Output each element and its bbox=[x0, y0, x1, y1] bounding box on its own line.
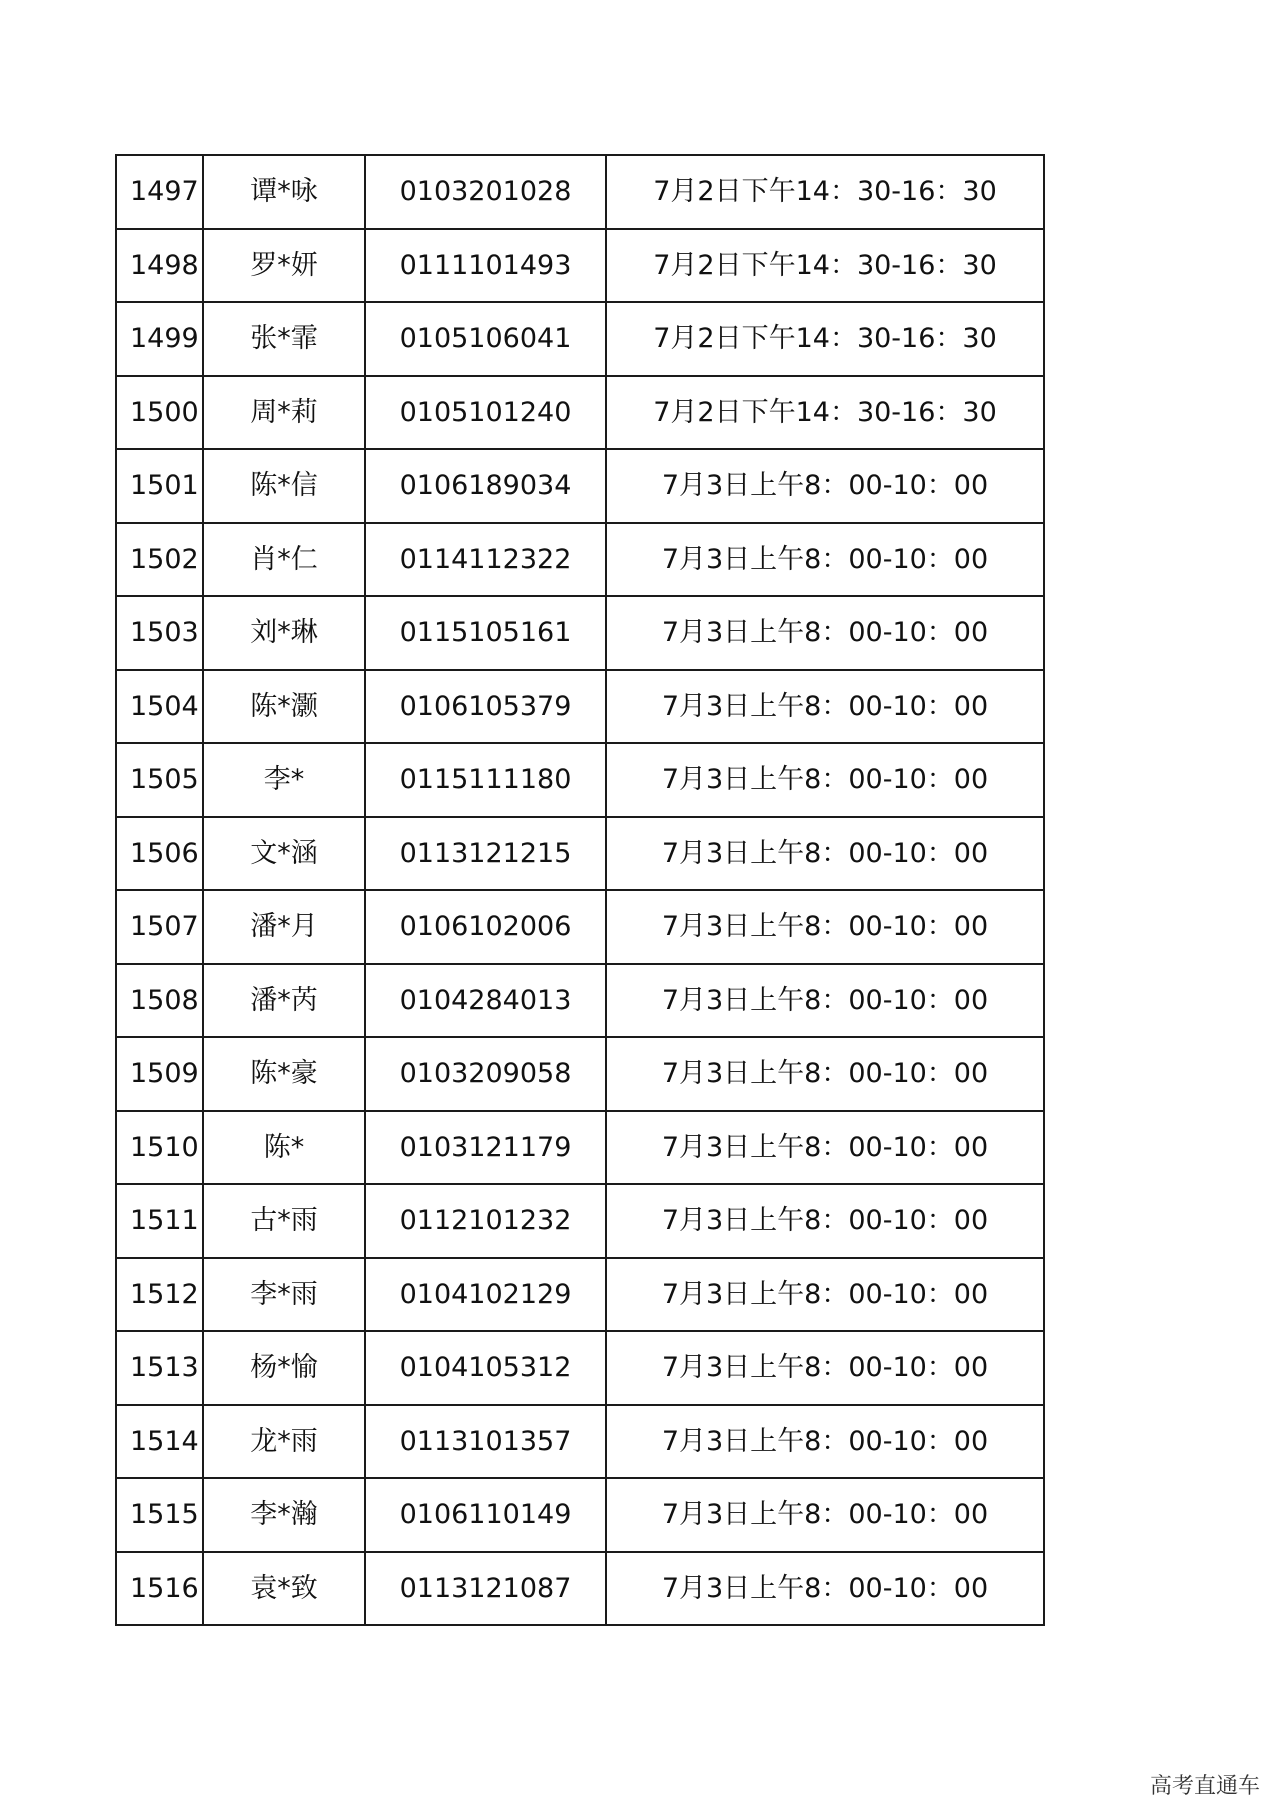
id-cell: 0115111180 bbox=[365, 743, 606, 817]
name-cell: 罗*妍 bbox=[203, 229, 365, 303]
roster-table-body bbox=[116, 155, 1044, 1625]
id-cell: 0105101240 bbox=[365, 376, 606, 450]
name-cell: 杨*愉 bbox=[203, 1331, 365, 1405]
name-cell: 陈*灏 bbox=[203, 670, 365, 744]
roster-table bbox=[115, 154, 1045, 1626]
row-number-cell: 1511 bbox=[116, 1184, 203, 1258]
table-row bbox=[116, 1037, 1044, 1111]
row-number-cell: 1501 bbox=[116, 449, 203, 523]
id-cell: 0105106041 bbox=[365, 302, 606, 376]
table-row bbox=[116, 155, 1044, 229]
row-number-cell: 1513 bbox=[116, 1331, 203, 1405]
time-cell: 7月3日上午8：00-10：00 bbox=[606, 1331, 1044, 1405]
id-cell: 0106189034 bbox=[365, 449, 606, 523]
time-cell: 7月3日上午8：00-10：00 bbox=[606, 1111, 1044, 1185]
name-cell: 陈*豪 bbox=[203, 1037, 365, 1111]
name-cell: 陈* bbox=[203, 1111, 365, 1185]
table-row bbox=[116, 1478, 1044, 1552]
table-row bbox=[116, 302, 1044, 376]
table-row bbox=[116, 1405, 1044, 1479]
row-number-cell: 1506 bbox=[116, 817, 203, 891]
name-cell: 龙*雨 bbox=[203, 1405, 365, 1479]
table-row bbox=[116, 449, 1044, 523]
row-number-cell: 1516 bbox=[116, 1552, 203, 1626]
name-cell: 文*涵 bbox=[203, 817, 365, 891]
table-row bbox=[116, 964, 1044, 1038]
id-cell: 0106102006 bbox=[365, 890, 606, 964]
row-number-cell: 1499 bbox=[116, 302, 203, 376]
id-cell: 0104105312 bbox=[365, 1331, 606, 1405]
time-cell: 7月2日下午14：30-16：30 bbox=[606, 376, 1044, 450]
row-number-cell: 1509 bbox=[116, 1037, 203, 1111]
time-cell: 7月3日上午8：00-10：00 bbox=[606, 964, 1044, 1038]
id-cell: 0113121215 bbox=[365, 817, 606, 891]
name-cell: 张*霏 bbox=[203, 302, 365, 376]
time-cell: 7月3日上午8：00-10：00 bbox=[606, 596, 1044, 670]
name-cell: 李*瀚 bbox=[203, 1478, 365, 1552]
time-cell: 7月3日上午8：00-10：00 bbox=[606, 1405, 1044, 1479]
watermark-text: 高考直通车 bbox=[1149, 1774, 1260, 1799]
time-cell: 7月3日上午8：00-10：00 bbox=[606, 670, 1044, 744]
name-cell: 陈*信 bbox=[203, 449, 365, 523]
row-number-cell: 1500 bbox=[116, 376, 203, 450]
time-cell: 7月3日上午8：00-10：00 bbox=[606, 743, 1044, 817]
row-number-cell: 1507 bbox=[116, 890, 203, 964]
table-row bbox=[116, 596, 1044, 670]
name-cell: 潘*月 bbox=[203, 890, 365, 964]
id-cell: 0104102129 bbox=[365, 1258, 606, 1332]
row-number-cell: 1508 bbox=[116, 964, 203, 1038]
row-number-cell: 1505 bbox=[116, 743, 203, 817]
time-cell: 7月3日上午8：00-10：00 bbox=[606, 890, 1044, 964]
id-cell: 0106105379 bbox=[365, 670, 606, 744]
row-number-cell: 1510 bbox=[116, 1111, 203, 1185]
time-cell: 7月3日上午8：00-10：00 bbox=[606, 1552, 1044, 1626]
name-cell: 刘*琳 bbox=[203, 596, 365, 670]
time-cell: 7月3日上午8：00-10：00 bbox=[606, 523, 1044, 597]
table-row bbox=[116, 523, 1044, 597]
id-cell: 0103209058 bbox=[365, 1037, 606, 1111]
id-cell: 0113121087 bbox=[365, 1552, 606, 1626]
time-cell: 7月3日上午8：00-10：00 bbox=[606, 449, 1044, 523]
id-cell: 0114112322 bbox=[365, 523, 606, 597]
row-number-cell: 1497 bbox=[116, 155, 203, 229]
table-row bbox=[116, 229, 1044, 303]
id-cell: 0106110149 bbox=[365, 1478, 606, 1552]
id-cell: 0104284013 bbox=[365, 964, 606, 1038]
name-cell: 谭*咏 bbox=[203, 155, 365, 229]
table-row bbox=[116, 890, 1044, 964]
table-row bbox=[116, 376, 1044, 450]
row-number-cell: 1503 bbox=[116, 596, 203, 670]
id-cell: 0111101493 bbox=[365, 229, 606, 303]
table-row bbox=[116, 817, 1044, 891]
row-number-cell: 1502 bbox=[116, 523, 203, 597]
id-cell: 0103121179 bbox=[365, 1111, 606, 1185]
time-cell: 7月3日上午8：00-10：00 bbox=[606, 817, 1044, 891]
name-cell: 肖*仁 bbox=[203, 523, 365, 597]
time-cell: 7月2日下午14：30-16：30 bbox=[606, 302, 1044, 376]
name-cell: 李*雨 bbox=[203, 1258, 365, 1332]
table-row bbox=[116, 670, 1044, 744]
id-cell: 0103201028 bbox=[365, 155, 606, 229]
table-row bbox=[116, 1258, 1044, 1332]
name-cell: 潘*芮 bbox=[203, 964, 365, 1038]
time-cell: 7月3日上午8：00-10：00 bbox=[606, 1184, 1044, 1258]
time-cell: 7月2日下午14：30-16：30 bbox=[606, 229, 1044, 303]
id-cell: 0112101232 bbox=[365, 1184, 606, 1258]
table-row bbox=[116, 743, 1044, 817]
row-number-cell: 1504 bbox=[116, 670, 203, 744]
name-cell: 李* bbox=[203, 743, 365, 817]
time-cell: 7月3日上午8：00-10：00 bbox=[606, 1037, 1044, 1111]
name-cell: 古*雨 bbox=[203, 1184, 365, 1258]
time-cell: 7月2日下午14：30-16：30 bbox=[606, 155, 1044, 229]
table-row bbox=[116, 1331, 1044, 1405]
table-row bbox=[116, 1184, 1044, 1258]
row-number-cell: 1498 bbox=[116, 229, 203, 303]
row-number-cell: 1514 bbox=[116, 1405, 203, 1479]
table-row bbox=[116, 1111, 1044, 1185]
id-cell: 0113101357 bbox=[365, 1405, 606, 1479]
name-cell: 周*莉 bbox=[203, 376, 365, 450]
id-cell: 0115105161 bbox=[365, 596, 606, 670]
time-cell: 7月3日上午8：00-10：00 bbox=[606, 1258, 1044, 1332]
name-cell: 袁*致 bbox=[203, 1552, 365, 1626]
row-number-cell: 1515 bbox=[116, 1478, 203, 1552]
row-number-cell: 1512 bbox=[116, 1258, 203, 1332]
time-cell: 7月3日上午8：00-10：00 bbox=[606, 1478, 1044, 1552]
table-row bbox=[116, 1552, 1044, 1626]
